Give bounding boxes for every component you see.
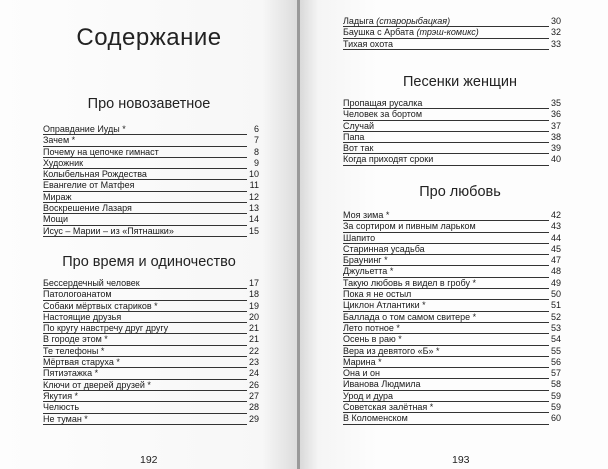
toc-entry-title: [43, 180, 134, 191]
toc-entry: [343, 289, 561, 300]
entry-title-text: Пока я не остыл: [343, 289, 412, 300]
toc-entry: [343, 402, 561, 413]
toc-entry-page: 59: [550, 390, 561, 401]
toc-entry-page: 48: [550, 266, 561, 277]
toc-entry-page: 59: [550, 402, 561, 413]
entry-title-text: Художник: [43, 157, 84, 168]
toc-entry-page: 50: [550, 289, 561, 300]
entry-title-text: Мираж: [43, 191, 72, 202]
toc-entry-title: [43, 289, 112, 300]
toc-entry: [343, 255, 561, 266]
entry-title-text: Якутия *: [43, 390, 79, 401]
toc-entry-title: [343, 210, 389, 221]
toc-entry: [343, 300, 561, 311]
toc-entry: [43, 380, 259, 391]
entry-title-text: Ладыга: [343, 16, 374, 26]
toc-entry-page: 11: [249, 180, 259, 191]
entry-title-text: Урод и дура: [343, 390, 394, 401]
toc-entry-page: 32: [550, 27, 561, 38]
entry-title-text: Старинная усадьба: [343, 243, 425, 254]
toc-entry-title: [43, 334, 108, 345]
toc-entry-title: [43, 214, 68, 225]
toc-entry-page: 38: [550, 131, 561, 142]
toc-entry-page: 7: [253, 135, 259, 146]
entry-title-text: Шапито: [343, 232, 376, 243]
toc-entry-page: 33: [550, 38, 561, 49]
toc-entry-page: 49: [550, 277, 561, 288]
entry-title-text: Такую любовь я видел в гробу *: [343, 277, 476, 288]
toc-entry-page: 52: [550, 311, 561, 322]
section-title-time-loneliness: Про время и одиночество: [62, 254, 236, 270]
toc-entry-title: [43, 380, 151, 391]
section-title-love: Про любовь: [419, 184, 501, 200]
toc-entry-title: [343, 413, 408, 424]
toc-entry-title: [343, 16, 450, 27]
toc-entry-title: [43, 278, 140, 289]
toc-entry: [343, 346, 561, 357]
toc-entry-title: [343, 154, 433, 165]
entry-title-text: Браунинг *: [343, 255, 388, 266]
toc-entry: [343, 121, 561, 132]
toc-title: Содержание: [76, 24, 222, 51]
entry-title-text: Настоящие друзья: [43, 311, 122, 322]
entry-title-text: Мёртвая старуха *: [43, 357, 120, 368]
toc-entry: [43, 169, 259, 180]
toc-entry-title: [343, 266, 393, 277]
toc-entry-title: [343, 278, 476, 289]
entry-title-text: Пропащая русалка: [343, 98, 423, 108]
toc-entry: [343, 244, 561, 255]
toc-entry: [343, 221, 561, 232]
entry-note-text: (старорыбацкая): [376, 16, 451, 26]
toc-list-women-songs: [343, 98, 561, 166]
toc-entry: [43, 414, 259, 425]
toc-entry: [43, 334, 259, 345]
toc-entry-page: 45: [550, 243, 561, 254]
toc-entry-title: [43, 402, 79, 413]
entry-title-text: Мощи: [43, 214, 69, 225]
toc-entry-page: 58: [550, 379, 561, 390]
toc-entry: [343, 312, 561, 323]
entry-title-text: Оправдание Иуды *: [43, 124, 126, 134]
entry-title-text: Собаки мёртвых стариков *: [43, 300, 158, 311]
toc-entry-page: 53: [550, 322, 561, 333]
toc-entry-title: [343, 143, 373, 154]
toc-entry: [343, 278, 561, 289]
toc-entry-title: [43, 147, 159, 158]
entry-title-text: В городе этом *: [43, 334, 108, 345]
entry-title-text: Вот так: [343, 143, 374, 154]
toc-entry-page: 47: [550, 255, 561, 266]
entry-title-text: Не туман *: [43, 413, 88, 424]
toc-entry: [343, 98, 561, 109]
toc-list-time-loneliness: [43, 278, 259, 425]
entry-title-text: Баушка с Арбата: [343, 27, 414, 38]
toc-entry-title: [343, 109, 422, 120]
entry-title-text: Моя зима *: [343, 210, 390, 220]
toc-entry: [43, 301, 259, 312]
entry-title-text: Циклон Атлантики *: [343, 300, 426, 311]
entry-title-text: Человек за бортом: [343, 109, 423, 120]
toc-entry: [343, 323, 561, 334]
entry-title-text: Лето потное *: [343, 322, 400, 333]
toc-entry: [343, 379, 561, 390]
entry-title-text: Советская залётная *: [343, 402, 434, 413]
entry-title-text: Случай: [343, 120, 374, 131]
toc-entry-page: 21: [248, 323, 259, 334]
toc-entry: [343, 109, 561, 120]
toc-entry-title: [343, 368, 380, 379]
entry-title-text: Бессердечный человек: [43, 278, 140, 288]
entry-title-text: Почему на цепочке гимнаст: [43, 146, 159, 157]
toc-entry-page: 9: [253, 157, 259, 168]
toc-entry: [43, 226, 259, 237]
toc-entry: [43, 368, 259, 379]
toc-entry-page: 27: [248, 390, 259, 401]
toc-entry: [343, 132, 561, 143]
toc-entry: [43, 391, 259, 402]
toc-entry-page: 39: [550, 143, 561, 154]
entry-title-text: Те телефоны *: [43, 345, 105, 356]
toc-entry-page: 28: [248, 402, 259, 413]
toc-entry-title: [343, 255, 388, 266]
toc-entry-page: 40: [550, 154, 561, 165]
toc-entry-page: 56: [550, 356, 561, 367]
toc-entry-title: [343, 121, 374, 132]
toc-entry-title: [43, 135, 75, 146]
toc-entry: [343, 16, 561, 27]
toc-entry-title: [43, 391, 78, 402]
toc-entry-page: 37: [550, 120, 561, 131]
toc-list-continued: [343, 16, 561, 50]
toc-entry-title: [343, 221, 476, 232]
toc-entry-page: 36: [550, 109, 561, 120]
toc-entry-page: 18: [248, 289, 259, 300]
entry-title-text: В Коломенском: [343, 413, 408, 424]
toc-entry-title: [43, 203, 132, 214]
toc-entry-page: 8: [253, 146, 259, 157]
entry-title-text: Зачем *: [43, 135, 76, 146]
toc-entry: [43, 180, 259, 191]
toc-entry-page: 44: [550, 232, 561, 243]
page-number-left: 192: [140, 454, 158, 466]
toc-entry: [43, 192, 259, 203]
toc-list-new-testament: [43, 124, 259, 237]
entry-title-text: Челюсть: [43, 402, 80, 413]
toc-entry-title: [43, 158, 83, 169]
toc-entry: [343, 27, 561, 38]
entry-title-text: За сортиром и пивным ларьком: [343, 221, 476, 232]
toc-entry-title: [43, 301, 158, 312]
entry-title-text: Иванова Людмила: [343, 379, 421, 390]
toc-entry-page: 23: [248, 357, 259, 368]
toc-entry-title: [343, 300, 426, 311]
toc-entry: [343, 39, 561, 50]
entry-title-text: Марина *: [343, 356, 382, 367]
section-title-women-songs: Песенки женщин: [402, 74, 518, 90]
toc-entry-page: 21: [248, 334, 259, 345]
toc-entry: [343, 266, 561, 277]
toc-entry-page: 26: [248, 379, 259, 390]
toc-entry-page: 43: [550, 221, 561, 232]
toc-entry: [43, 135, 259, 146]
toc-entry: [43, 289, 259, 300]
toc-entry-title: [43, 226, 174, 237]
entry-title-text: Тихая охота: [343, 38, 394, 49]
section-title-new-testament: Про новозаветное: [87, 96, 211, 112]
toc-entry-title: [343, 39, 393, 50]
toc-entry: [43, 402, 259, 413]
toc-entry: [43, 124, 259, 135]
entry-title-text: Пятиэтажка *: [43, 368, 99, 379]
toc-entry-page: 22: [248, 345, 259, 356]
entry-title-text: По кругу навстречу друг другу: [43, 323, 169, 334]
toc-entry-page: 14: [248, 214, 259, 225]
toc-entry: [343, 413, 561, 424]
toc-entry: [43, 323, 259, 334]
toc-entry-page: 15: [248, 225, 259, 236]
entry-title-text: Исус – Марии – из «Пятнашки»: [43, 225, 174, 236]
toc-entry: [343, 154, 561, 165]
toc-entry-page: 35: [550, 98, 561, 108]
toc-entry-page: 10: [248, 169, 259, 180]
entry-title-text: Осень в раю *: [343, 334, 402, 345]
toc-entry-title: [343, 323, 400, 334]
entry-title-text: Джульетта *: [343, 266, 394, 277]
toc-entry-title: [43, 312, 121, 323]
toc-entry: [43, 203, 259, 214]
toc-entry-title: [43, 414, 88, 425]
toc-entry-title: [343, 346, 440, 357]
toc-entry-page: 42: [550, 210, 561, 220]
toc-entry-title: [343, 132, 364, 143]
toc-entry-page: 30: [550, 16, 561, 26]
toc-entry-page: 54: [550, 334, 561, 345]
entry-title-text: Воскрешение Лазаря: [43, 203, 132, 214]
toc-entry: [343, 334, 561, 345]
toc-entry-title: [343, 379, 421, 390]
toc-entry-title: [43, 357, 120, 368]
toc-entry-page: 24: [248, 368, 259, 379]
toc-entry-page: 55: [550, 345, 561, 356]
toc-entry-page: 51: [550, 300, 561, 311]
toc-entry-title: [43, 323, 168, 334]
toc-entry: [343, 357, 561, 368]
toc-entry-title: [43, 192, 72, 203]
toc-entry-page: 29: [248, 413, 259, 424]
toc-entry: [43, 312, 259, 323]
toc-entry: [43, 158, 259, 169]
toc-entry-title: [43, 124, 126, 135]
toc-entry-title: [343, 27, 479, 38]
toc-entry-title: [343, 233, 375, 244]
toc-entry-title: [343, 244, 425, 255]
toc-entry: [43, 357, 259, 368]
toc-list-love: [343, 210, 561, 425]
toc-entry-title: [343, 357, 382, 368]
entry-title-text: Она и он: [343, 368, 380, 379]
toc-entry-page: 20: [248, 311, 259, 322]
toc-entry: [343, 143, 561, 154]
toc-entry: [43, 346, 259, 357]
toc-entry-page: 6: [253, 124, 259, 134]
entry-title-text: Вера из девятого «Б» *: [343, 345, 440, 356]
toc-entry-page: 57: [550, 368, 561, 379]
entry-title-text: Когда приходят сроки: [343, 154, 434, 165]
toc-entry: [43, 278, 259, 289]
toc-entry-title: [343, 391, 393, 402]
toc-entry-title: [43, 346, 104, 357]
toc-entry-title: [343, 334, 402, 345]
right-page: [300, 0, 608, 469]
toc-entry: [343, 391, 561, 402]
toc-entry-title: [43, 169, 147, 180]
page-number-right: 193: [452, 454, 470, 466]
toc-entry-title: [343, 312, 476, 323]
toc-entry: [343, 210, 561, 221]
toc-entry-page: 60: [550, 413, 561, 424]
toc-entry-page: 19: [248, 300, 259, 311]
toc-entry-title: [343, 289, 411, 300]
toc-entry-page: 17: [248, 278, 259, 288]
toc-entry-page: 12: [248, 191, 259, 202]
entry-title-text: Евангелие от Матфея: [43, 180, 135, 191]
toc-entry-page: 13: [248, 203, 259, 214]
entry-title-text: Баллада о том самом свитере *: [343, 311, 477, 322]
toc-entry-title: [343, 402, 433, 413]
toc-entry-title: [343, 98, 422, 109]
entry-title-text: Ключи от дверей друзей *: [43, 379, 151, 390]
entry-title-text: Колыбельная Рождества: [43, 169, 147, 180]
toc-entry: [343, 233, 561, 244]
toc-entry: [43, 214, 259, 225]
entry-title-text: Папа: [343, 131, 365, 142]
left-page: [0, 0, 298, 469]
toc-entry: [343, 368, 561, 379]
toc-entry-title: [43, 368, 98, 379]
entry-note-text: (трэш-комикс): [416, 27, 479, 38]
entry-title-text: Патологоанатом: [43, 289, 112, 300]
toc-entry: [43, 147, 259, 158]
